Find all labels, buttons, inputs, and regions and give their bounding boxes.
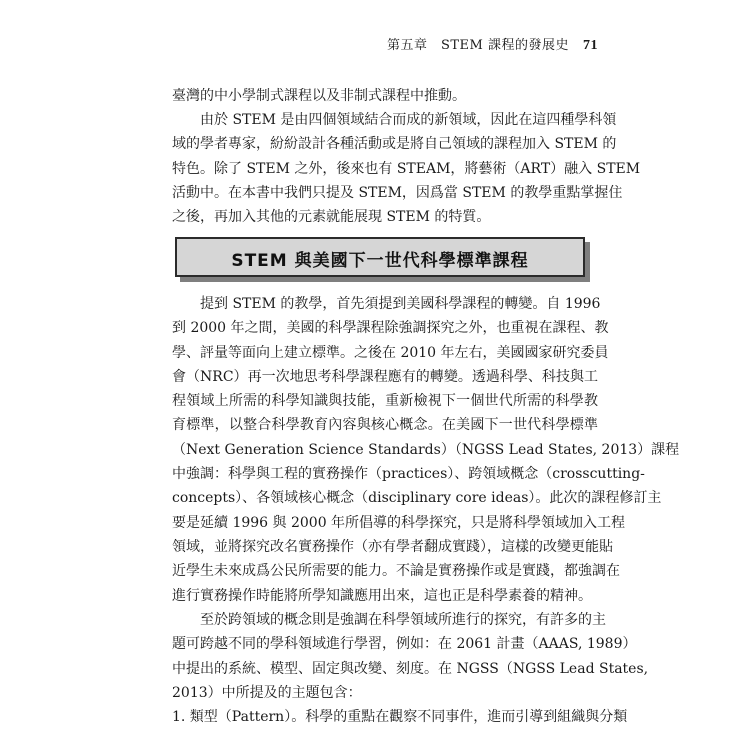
text-line: 活動中。在本書中我們只提及 STEM，因爲當 STEM 的教學重點掌握住	[172, 184, 623, 201]
text-line: 中強調：科學與工程的實務操作（practices）、跨領域概念（crosscutting-	[172, 466, 645, 483]
text-line: 會（NRC）再一次地思考科學課程應有的轉變。透過科學、科技與工	[172, 368, 598, 385]
text-line: 題可跨越不同的學科領域進行學習，例如：在 2061 計畫（AAAS, 1989）	[172, 636, 637, 653]
text-line: 要是延續 1996 與 2000 年所倡導的科學探究，只是將科學領域加入工程	[172, 514, 626, 531]
text-line: 中提出的系統、模型、固定與改變、刻度。在 NGSS（NGSS Lead States,	[172, 660, 649, 677]
text-line: 學、評量等面向上建立標準。之後在 2010 年左右，美國國家研究委員	[172, 344, 609, 361]
text-line: 育標準，以整合科學教育內容與核心概念。在美國下一世代科學標準	[172, 417, 598, 434]
section-heading: STEM 與美國下一世代科學標準課程	[231, 251, 529, 271]
chapter-title: 第五章 STEM 課程的發展史	[386, 38, 569, 53]
text-line: 域的學者專家，紛紛設計各種活動或是將自己領域的課程加入 STEM 的	[172, 136, 617, 153]
text-line: 程領域上所需的科學知識與技能，重新檢視下一個世代所需的科學教	[172, 393, 598, 410]
text-line: 提到 STEM 的教學，首先須提到美國科學課程的轉變。自 1996	[200, 296, 601, 312]
text-line: 臺灣的中小學制式課程以及非制式課程中推動。	[172, 88, 466, 104]
text-line: 2013）中所提及的主題包含：	[172, 684, 362, 701]
text-line: 特色。除了 STEM 之外，後來也有 STEAM，將藝術（ART）融入 STEM	[172, 160, 641, 177]
text-line: （Next Generation Science Standards）（NGSS Lead States, 2013）課程	[172, 441, 680, 458]
text-line: 1. 類型（Pattern）。科學的重點在觀察不同事件，進而引導到組織與分類	[172, 709, 628, 726]
body-paragraph-2	[172, 608, 649, 729]
text-line: 到 2000 年之間，美國的科學課程除強調探究之外，也重視在課程、教	[172, 320, 609, 337]
section-heading-box	[175, 237, 585, 277]
text-line: 至於跨領域的概念則是強調在科學領域所進行的探究，有許多的主	[200, 612, 606, 628]
page-number: 71	[583, 38, 598, 53]
intro-paragraph-1	[172, 84, 598, 108]
body-paragraph-1	[172, 292, 680, 608]
text-line: 由於 STEM 是由四個領域結合而成的新領域，因此在這四種學科領	[200, 112, 617, 128]
text-line: 近學生未來成爲公民所需要的能力。不論是實務操作或是實踐，都強調在	[172, 563, 620, 580]
text-line: 之後，再加入其他的元素就能展現 STEM 的特質。	[172, 209, 491, 226]
text-line: concepts）、各領域核心概念（disciplinary core ideas）。此次的課程修訂主	[172, 490, 662, 507]
text-line: 領域，並將探究改名實務操作（亦有學者翻成實踐），這樣的改變更能貼	[172, 538, 613, 555]
text-line: 進行實務操作時能將所學知識應用出來，這也正是科學素養的精神。	[172, 587, 592, 604]
running-head	[387, 34, 598, 54]
intro-paragraph-2	[172, 108, 641, 229]
